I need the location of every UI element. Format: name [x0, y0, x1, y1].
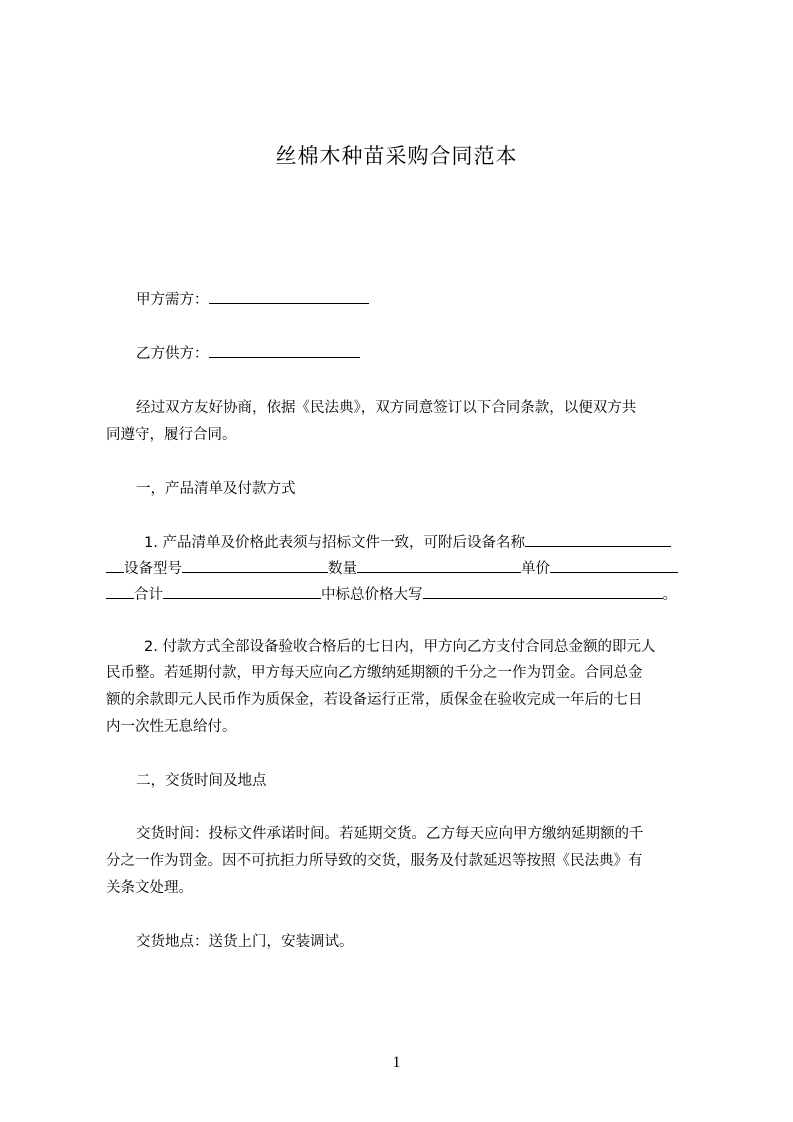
- delivery-time-line-3: 关条文处理。: [106, 880, 193, 896]
- total-label: 合计: [134, 587, 163, 603]
- page-number: 1: [392, 1054, 401, 1071]
- section-2-heading: 二，交货时间及地点: [136, 773, 267, 789]
- clause-2-line-3: 额的余款即元人民币作为质保金，若设备运行正常，质保金在验收完成一年后的七日: [106, 692, 643, 708]
- clause-1-line-3: [106, 583, 706, 606]
- clause-1-end: 。: [662, 587, 677, 603]
- unit-price-label: 单价: [521, 561, 550, 577]
- intro-line-2: 同遵守，履行合同。: [106, 427, 237, 443]
- clause-2-line-2: 民币整。若延期付款，甲方每天应向乙方缴纳延期额的千分之一作为罚金。合同总金: [106, 665, 643, 681]
- total-blank: [163, 583, 321, 599]
- delivery-time-line-1: 交货时间：投标文件承诺时间。若延期交货。乙方每天应向甲方缴纳延期额的千: [136, 826, 644, 842]
- party-a-blank: [209, 288, 369, 304]
- clause-2-line-4: 内一次性无息给付。: [106, 719, 237, 735]
- delivery-place: 交货地点：送货上门，安装调试。: [136, 934, 354, 950]
- party-b-line: [136, 342, 736, 365]
- unit-price-blank: [550, 557, 678, 573]
- quantity-label: 数量: [328, 561, 357, 577]
- model-label: 设备型号: [124, 561, 182, 577]
- blank-filler: [106, 557, 124, 573]
- model-blank: [182, 557, 328, 573]
- section-1-heading: 一，产品清单及付款方式: [136, 481, 296, 497]
- clause-1-lead: 1. 产品清单及价格此表须与招标文件一致，可附后设备名称: [144, 535, 525, 551]
- party-a-label: 甲方需方：: [136, 292, 209, 308]
- intro-line-1: 经过双方友好协商，依据《民法典》，双方同意签订以下合同条款，以便双方共: [136, 400, 637, 416]
- equipment-name-blank: [525, 531, 671, 547]
- delivery-time-line-2: 分之一作为罚金。因不可抗拒力所导致的交货，服务及付款延迟等按照《民法典》有: [106, 853, 643, 869]
- clause-1-line-2: [106, 557, 706, 580]
- bid-total-label: 中标总价格大写: [321, 587, 423, 603]
- clause-2-line-1: 2. 付款方式全部设备验收合格后的七日内，甲方向乙方支付合同总金额的即元人: [144, 639, 656, 655]
- quantity-blank: [357, 557, 521, 573]
- party-a-line: [136, 288, 736, 311]
- document-title: 丝棉木种苗采购合同范本: [275, 144, 518, 168]
- bid-total-blank: [423, 583, 663, 599]
- blank-filler: [106, 583, 134, 599]
- clause-1-line-1: [144, 531, 744, 554]
- party-b-label: 乙方供方：: [136, 346, 209, 362]
- party-b-blank: [209, 342, 360, 358]
